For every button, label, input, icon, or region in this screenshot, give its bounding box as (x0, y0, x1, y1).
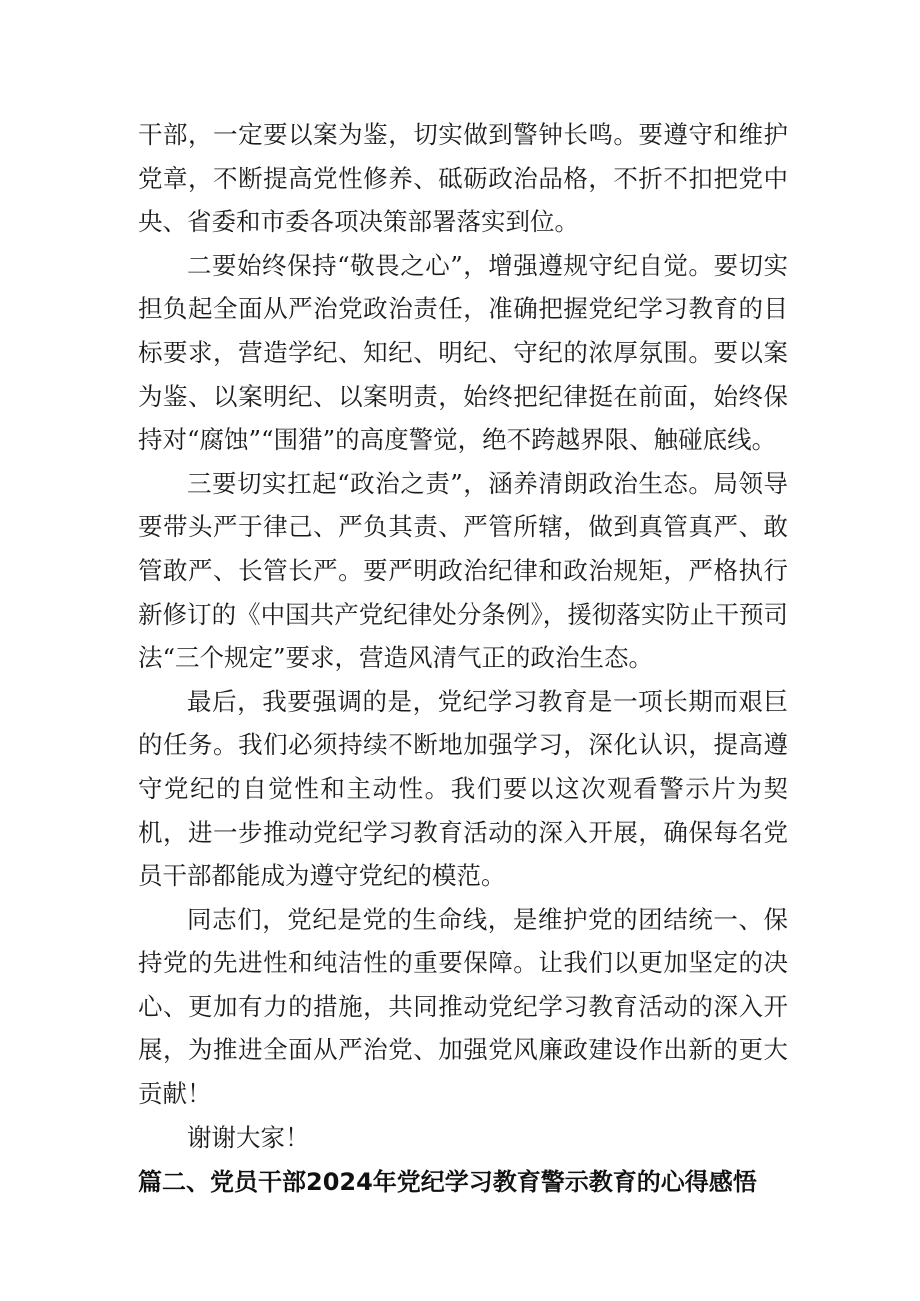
paragraph-conclusion: 最后，我要强调的是，党纪学习教育是一项长期而艰巨的任务。我们必须持续不断地加强学习，深化认识，提高遵守党纪的自觉性和主动性。我们要以这次观看警示片为契机，进一步推动党纪学习教育活动的深入开展，确保每名党员干部都能成为遵守党纪的模范。 (138, 686, 788, 891)
paragraph-comrades: 同志们，党纪是党的生命线，是维护党的团结统一、保持党的先进性和纯洁性的重要保障。让我们以更加坚定的决心、更加有力的措施，共同推动党纪学习教育活动的深入开展，为推进全面从严治党、加强党风廉政建设作出新的更大贡献！ (138, 904, 788, 1109)
section-heading: 篇二、党员干部2024年党纪学习教育警示教育的心得感悟 (138, 1168, 757, 1196)
document-body (138, 113, 788, 1159)
paragraph-reverence: 二要始终保持“敬畏之心”，增强遵规守纪自觉。要切实担负起全面从严治党政治责任，准确把握党纪学习教育的目标要求，营造学纪、知纪、明纪、守纪的浓厚氛围。要以案为鉴、以案明纪、以案明责，始终把纪律挺在前面，始终保持对“腐蚀”“围猎”的高度警觉，绝不跨越界限、触碰底线。 (138, 250, 788, 455)
paragraph-political-responsibility: 三要切实扛起“政治之责”，涵养清朗政治生态。局领导要带头严于律己、严负其责、严管所辖，做到真管真严、敢管敢严、长管长严。要严明政治纪律和政治规矩，严格执行新修订的《中国共产党纪律处分条例》，援彻落实防止干预司法“三个规定”要求，营造风清气正的政治生态。 (138, 468, 788, 673)
paragraph-thanks: 谢谢大家！ (187, 1122, 310, 1152)
paragraph-continuation: 干部，一定要以案为鉴，切实做到警钟长鸣。要遵守和维护党章，不断提高党性修养、砥砺政治品格，不折不扣把党中央、省委和市委各项决策部署落实到位。 (138, 120, 788, 237)
